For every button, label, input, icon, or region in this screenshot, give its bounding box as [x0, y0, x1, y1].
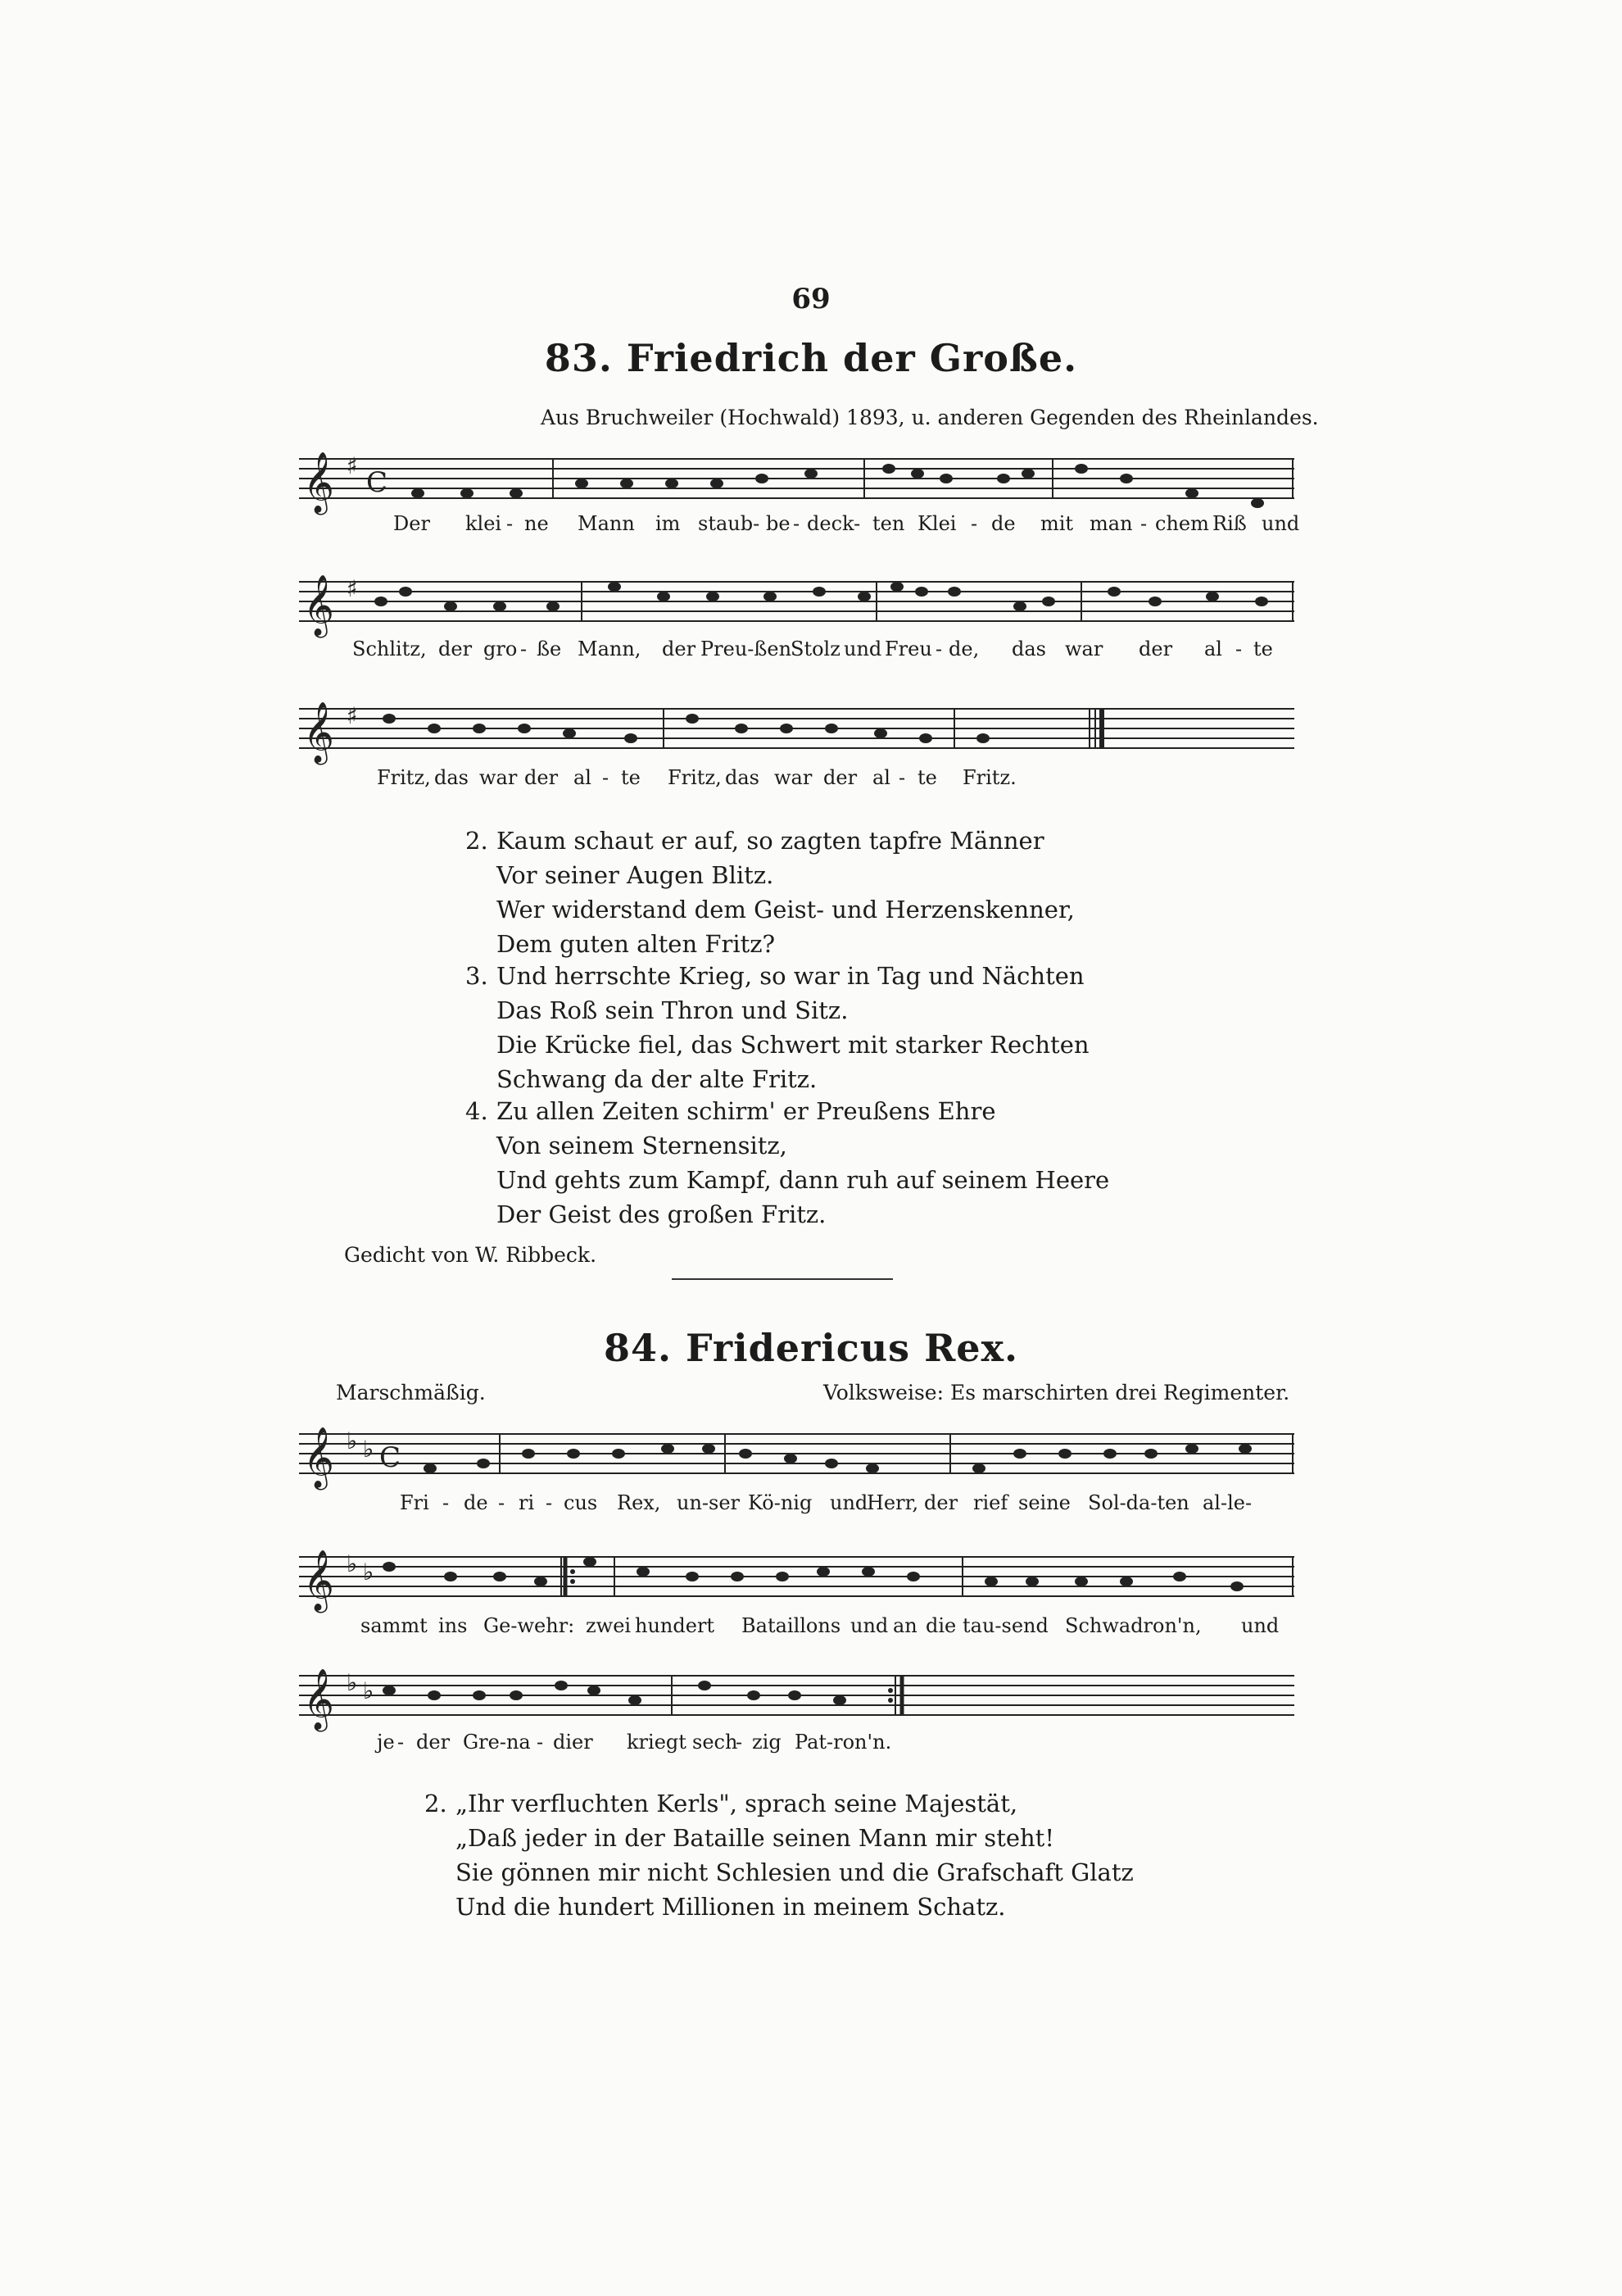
- poem-author: Gedicht von W. Ribbeck.: [344, 1243, 597, 1267]
- staff-system-1: [299, 442, 1294, 516]
- lyric-syllable: -: [546, 1491, 553, 1514]
- lyric-syllable: Pat-ron'n.: [795, 1731, 892, 1754]
- song-title-84: [0, 1326, 1622, 1370]
- treble-clef-icon: 𝄞: [303, 575, 334, 636]
- lyric-syllable: te: [1253, 638, 1273, 660]
- song-name: Friedrich der Große.: [626, 336, 1078, 380]
- lyric-syllable: te: [621, 766, 641, 789]
- sharp-icon: ♯: [347, 575, 358, 602]
- lyric-syllable: und: [830, 1491, 868, 1514]
- sharp-icon: ♯: [347, 452, 358, 479]
- lyric-syllable: und: [844, 638, 882, 660]
- stanza-line: „Ihr verfluchten Kerls", sprach seine Majestät,: [455, 1790, 1018, 1817]
- lyric-syllable: der: [823, 766, 858, 789]
- treble-clef-icon: 𝄞: [303, 702, 334, 763]
- lyric-syllable: man: [1090, 512, 1133, 535]
- music-staff: [299, 692, 1294, 766]
- lyric-syllable: ri: [519, 1491, 535, 1514]
- staff-system-3: [299, 692, 1294, 766]
- lyric-syllable: je: [377, 1731, 395, 1754]
- treble-clef-icon: 𝄞: [303, 1669, 334, 1730]
- lyric-syllable: sech: [692, 1731, 738, 1754]
- song-name: Fridericus Rex.: [686, 1326, 1019, 1370]
- staff-system-2: [299, 565, 1294, 639]
- page-number: 69: [791, 283, 831, 315]
- flat-icon: ♭: [347, 1550, 358, 1577]
- stanza-number: 4.: [465, 1097, 488, 1125]
- lyric-syllable: te: [917, 766, 937, 789]
- staff-system-4: [299, 1418, 1294, 1491]
- lyric-syllable: -: [506, 512, 514, 535]
- stanza-line: Vor seiner Augen Blitz.: [496, 861, 774, 889]
- lyric-syllable: sammt: [360, 1614, 428, 1637]
- stanza-2: [465, 824, 1075, 961]
- lyric-syllable: ins: [438, 1614, 468, 1637]
- lyric-syllable: rief: [973, 1491, 1008, 1514]
- lyric-syllable: Der: [393, 512, 430, 535]
- stanza-3: [465, 959, 1090, 1096]
- stanza-line: Wer widerstand dem Geist- und Herzenskenner,: [496, 896, 1075, 923]
- lyric-syllable: -: [971, 512, 978, 535]
- lyric-syllable: Rex,: [617, 1491, 661, 1514]
- stanza-number: 2.: [465, 827, 488, 855]
- lyric-syllable: der: [524, 766, 559, 789]
- lyric-syllable: Fritz.: [963, 766, 1017, 789]
- music-staff: [299, 1418, 1294, 1491]
- flat-icon: ♭: [347, 1669, 358, 1696]
- music-staff: [299, 565, 1294, 639]
- lyric-syllable: Freu: [885, 638, 932, 660]
- flat-icon: ♭: [363, 1677, 374, 1704]
- lyric-syllable: al: [573, 766, 591, 789]
- lyric-syllable: Bataillons: [741, 1614, 841, 1637]
- lyric-syllable: -: [793, 512, 800, 535]
- lyric-syllable: zig: [752, 1731, 782, 1754]
- stanza-2: [424, 1786, 1134, 1924]
- flat-icon: ♭: [363, 1436, 374, 1463]
- flat-icon: ♭: [347, 1427, 358, 1454]
- lyric-syllable: Ge-wehr:: [483, 1614, 575, 1637]
- stanza-line: Das Roß sein Thron und Sitz.: [496, 996, 849, 1024]
- lyric-syllable: Schwadron'n,: [1065, 1614, 1202, 1637]
- lyric-syllable: war: [1065, 638, 1103, 660]
- lyric-syllable: Fritz,: [377, 766, 431, 789]
- staff-system-5: [299, 1540, 1294, 1614]
- lyric-syllable: das: [1012, 638, 1046, 660]
- lyric-syllable: und: [1241, 1614, 1280, 1637]
- lyric-syllable: gro: [483, 638, 518, 660]
- stanza-line: Kaum schaut er auf, so zagten tapfre Männer: [496, 827, 1044, 855]
- lyric-syllable: Mann,: [578, 638, 641, 660]
- lyric-syllable: -: [736, 1731, 743, 1754]
- lyric-syllable: -: [520, 638, 528, 660]
- lyric-syllable: -: [1140, 512, 1148, 535]
- lyric-syllable: Fri: [400, 1491, 429, 1514]
- lyric-syllable: zwei: [586, 1614, 632, 1637]
- lyric-syllable: Mann: [578, 512, 635, 535]
- lyric-syllable: de: [991, 512, 1016, 535]
- stanza-line: Dem guten alten Fritz?: [496, 930, 776, 958]
- lyric-syllable: -: [602, 766, 609, 789]
- lyric-syllable: das: [434, 766, 469, 789]
- lyric-syllable: der: [416, 1731, 451, 1754]
- lyric-syllable: -: [1235, 638, 1243, 660]
- treble-clef-icon: 𝄞: [303, 1427, 334, 1488]
- lyric-syllable: -: [537, 1731, 544, 1754]
- lyric-syllable: de,: [949, 638, 980, 660]
- flat-icon: ♭: [363, 1559, 374, 1586]
- lyric-syllable: der: [1139, 638, 1173, 660]
- lyric-syllable: deck-: [807, 512, 861, 535]
- stanza-line: Von seinem Sternensitz,: [496, 1132, 787, 1159]
- lyric-syllable: Sol-da-ten: [1088, 1491, 1189, 1514]
- lyric-syllable: klei: [465, 512, 502, 535]
- lyric-syllable: mit: [1040, 512, 1074, 535]
- stanza-line: Und die hundert Millionen in meinem Schatz.: [455, 1893, 1006, 1921]
- lyric-syllable: -: [899, 766, 906, 789]
- song-source: Aus Bruchweiler (Hochwald) 1893, u. anderen Gegenden des Rheinlandes.: [541, 406, 1319, 429]
- lyric-syllable: dier: [553, 1731, 593, 1754]
- music-staff: [299, 442, 1294, 516]
- lyric-syllable: hundert: [635, 1614, 715, 1637]
- stanza-line: Sie gönnen mir nicht Schlesien und die Grafschaft Glatz: [455, 1858, 1134, 1886]
- lyric-syllable: tau-send: [963, 1614, 1049, 1637]
- music-staff: [299, 1659, 1294, 1733]
- stanza-4: [465, 1094, 1109, 1232]
- stanza-line: Zu allen Zeiten schirm' er Preußens Ehre: [496, 1097, 996, 1125]
- lyric-syllable: war: [774, 766, 813, 789]
- lyric-syllable: chem: [1155, 512, 1209, 535]
- lyric-syllable: im: [655, 512, 681, 535]
- stanza-line: Und herrschte Krieg, so war in Tag und Nächten: [496, 962, 1085, 990]
- lyric-syllable: Gre-na: [463, 1731, 531, 1754]
- lyric-syllable: ße: [537, 638, 562, 660]
- lyric-syllable: Klei: [917, 512, 957, 535]
- stanza-line: „Daß jeder in der Bataille seinen Mann mir steht!: [455, 1824, 1054, 1852]
- lyric-syllable: Preu-ßen: [700, 638, 792, 660]
- lyric-syllable: be: [766, 512, 791, 535]
- lyric-syllable: ne: [524, 512, 549, 535]
- lyric-syllable: Schlitz,: [352, 638, 427, 660]
- lyric-syllable: und: [850, 1614, 889, 1637]
- lyric-syllable: ten: [872, 512, 905, 535]
- lyric-syllable: al-le-: [1203, 1491, 1253, 1514]
- lyric-syllable: das: [725, 766, 759, 789]
- lyric-syllable: Herr,: [867, 1491, 919, 1514]
- lyric-syllable: und: [1262, 512, 1300, 535]
- lyric-syllable: -: [442, 1491, 450, 1514]
- stanza-number: 2.: [424, 1790, 447, 1817]
- lyric-syllable: un-ser: [677, 1491, 741, 1514]
- treble-clef-icon: 𝄞: [303, 452, 334, 513]
- lyric-syllable: al: [872, 766, 890, 789]
- lyric-syllable: war: [479, 766, 518, 789]
- lyric-syllable: seine: [1018, 1491, 1071, 1514]
- stanza-line: Die Krücke fiel, das Schwert mit starker Rechten: [496, 1031, 1090, 1059]
- time-signature: C: [366, 466, 388, 499]
- lyric-syllable: kriegt: [627, 1731, 686, 1754]
- treble-clef-icon: 𝄞: [303, 1550, 334, 1611]
- lyric-syllable: der: [438, 638, 473, 660]
- staff-system-6: [299, 1659, 1294, 1733]
- song-number: 83.: [544, 336, 613, 380]
- lyric-syllable: cus: [564, 1491, 598, 1514]
- lyric-syllable: al: [1204, 638, 1222, 660]
- lyric-syllable: die: [926, 1614, 957, 1637]
- lyric-syllable: an: [893, 1614, 917, 1637]
- song-number: 84.: [603, 1326, 672, 1370]
- lyric-syllable: -: [397, 1731, 405, 1754]
- lyric-syllable: de: [464, 1491, 488, 1514]
- lyric-syllable: -: [498, 1491, 505, 1514]
- stanza-line: Der Geist des großen Fritz.: [496, 1200, 827, 1228]
- lyric-syllable: Riß: [1212, 512, 1247, 535]
- stanza-number: 3.: [465, 962, 488, 990]
- lyric-syllable: staub-: [698, 512, 760, 535]
- music-staff: [299, 1540, 1294, 1614]
- section-divider: [672, 1278, 893, 1280]
- sharp-icon: ♯: [347, 702, 358, 729]
- lyric-syllable: -: [936, 638, 943, 660]
- lyric-syllable: der: [924, 1491, 958, 1514]
- tempo-marking: Marschmäßig.: [336, 1381, 486, 1404]
- lyric-syllable: Kö-nig: [748, 1491, 813, 1514]
- stanza-line: Schwang da der alte Fritz.: [496, 1065, 818, 1093]
- time-signature: C: [379, 1441, 401, 1474]
- song-title-83: [0, 336, 1622, 380]
- stanza-line: Und gehts zum Kampf, dann ruh auf seinem Heere: [496, 1166, 1110, 1194]
- song-source: Volksweise: Es marschirten drei Regimenter.: [823, 1381, 1290, 1404]
- lyric-syllable: Stolz: [791, 638, 840, 660]
- lyric-syllable: Fritz,: [668, 766, 722, 789]
- lyric-syllable: der: [662, 638, 696, 660]
